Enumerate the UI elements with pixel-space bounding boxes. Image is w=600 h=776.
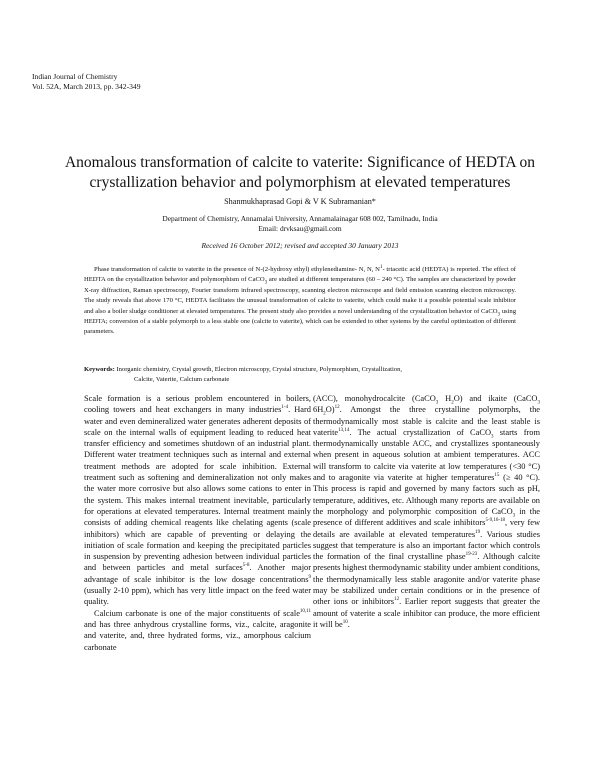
title-line-2: crystallization behavior and polymorphism at elevated temperatures (89, 174, 511, 191)
body-text: . Although calcite presents highest thermodynamic stability under ambient conditions, the thermodynamically less stable aragonite and/or vaterite phase may be stabilized under certain conditions or in the presence of other ions or inhibitors (313, 552, 540, 607)
citation: 1-4 (281, 405, 289, 411)
subscript: 3 (491, 434, 494, 440)
paragraph (313, 393, 540, 630)
paragraph (84, 608, 311, 653)
citation: 12 (394, 597, 400, 603)
subscript: 3 (537, 400, 540, 406)
body-text: (ACC), monohydrocalcite (CaCO (313, 394, 436, 403)
body-column-left (84, 393, 311, 653)
journal-volume: Vol. 52A, March 2013, pp. 342-349 (32, 82, 141, 91)
keywords-line-2: Calcite, Vaterite, Calcium carbonate (134, 376, 230, 384)
body-text: in the presence of different additives and scale inhibitors (313, 506, 541, 528)
citation: 9 (308, 574, 311, 580)
body-text: . (347, 619, 350, 629)
citation: 19 (475, 529, 481, 535)
paragraph (84, 393, 311, 608)
abstract (84, 265, 516, 338)
subscript: 2 (323, 411, 326, 417)
citation: 10,11 (299, 608, 311, 614)
title-line-1: Anomalous transformation of calcite to vaterite: Significance of HEDTA on (64, 154, 536, 171)
abstract-text: - triacetic acid (HEDTA) is reported. The effect of HEDTA on the crystallization behavior and polymorphism of CaCO (84, 266, 516, 284)
subscript: 3 (264, 280, 268, 286)
authors: Shanmukhaprasad Gopi & V K Subramanian* (224, 197, 376, 206)
citation: 15 (494, 473, 500, 479)
body-text: . Another major advantage of scale inhibitor is the low dosage concentrations (84, 563, 311, 584)
paper-title (40, 153, 560, 193)
body-text: (≥ 40 °C). This process is rapid and governed by many factors such as pH, temperature, additives, etc. Although many reports are available on the morphology and polymorphic composition of CaCO (313, 473, 540, 516)
body-text: O) and ikaite (CaCO (453, 394, 538, 403)
citation: 5-8 (242, 563, 250, 569)
body-text: H (438, 394, 452, 403)
body-text: . Hard water and even demineralized water generates adherent deposits of scale on the internal walls of equipment leading to reduced heat transfer efficiency and sometimes shutdown of an industrial plant. Different water treatment techniques such as internal and external treatment methods are adopted for scale inhibition. External treatment such as softening and demineralization not only makes the water more corrosive but also allows some cations to enter in the system. This makes internal treatment inevitable, particularly for operations at elevated temperatures. Internal treatment mainly consists of adding chemical reagents like chelating agents (scale inhibitors) which are capable of preventing or delaying the initiation of scale formation and keeping the precipitated particles in suspension by preventing adhesion between individual particles and between particles and metal surfaces (84, 405, 311, 573)
body-text: . Various studies suggest that temperature is also an important factor which controls the formation of the final crystalline phase (313, 529, 540, 562)
subscript: 3 (435, 400, 439, 406)
citation: 19-23 (465, 552, 478, 558)
body-text: 6H (313, 405, 324, 415)
affiliation: Department of Chemistry, Annamalai University, Annamalainagar 608 002, Tamilnadu, India (162, 214, 438, 223)
abstract-text: using HEDTA; conversion of a stable polymorph to a less stable one (calcite to vaterite), which can be extended to other systems by the careful optimization of different parameters. (84, 307, 516, 336)
affiliation-block (40, 214, 560, 234)
body-text: O) (325, 405, 335, 415)
abstract-text: Phase transformation of calcite to vaterite in the presence of N-(2-hydroxy ethyl) ethylenediamine- N, N, N (94, 266, 380, 273)
body-text: starts from thermodynamically unstable ACC, and crystallizes spontaneously when present in aqueous solution at ambient temperatures. ACC will transform to calcite via vaterite at low temperatures (<30 °C) and to aragonite via vaterite at higher temperatures (313, 427, 540, 483)
subscript: 3 (497, 311, 500, 317)
body-text: . Earlier report suggests that greater the amount of vaterite a scale inhibitor can produce, the more efficient it will be (313, 597, 540, 629)
body-text: (usually 2-10 ppm), which has very little impact on the feed water quality. (84, 586, 311, 607)
citation: 5-9,16-18 (485, 518, 506, 524)
subscript: 3 (512, 513, 516, 519)
body-column-right (313, 393, 540, 630)
body-text: and has three anhydrous crystalline forms, viz., calcite, aragonite and vaterite, and, three hydrated forms, viz., amorphous calcium carbonate (84, 619, 311, 652)
body-text: , very few details are available at elevated temperatures (313, 518, 540, 539)
received-dates: Received 16 October 2012; revised and accepted 30 January 2013 (201, 241, 399, 250)
keywords-label: Keywords: (84, 366, 115, 373)
citation: 13,14 (338, 428, 350, 434)
journal-header (32, 72, 141, 92)
body-text: Scale formation is a serious problem encountered in boilers, cooling towers and heat exchangers in many industries (84, 394, 311, 415)
abstract-text: are studied at different temperatures (60 – 240 °C). The samples are characterized by powder X-ray diffraction, Raman spectroscopy, Fourier transform infrared spectroscopy, scanning electron microscope and field emission scanning electron microscopy. The study reveals that above 170 °C, HEDTA facilitates the unusual transformation of calcite to vaterite, which could make it a possible potential scale inhibitor and also a boiler sludge conditioner at elevated temperatures. The present study also provides a novel understanding of the crystallization behavior of CaCO (84, 276, 516, 315)
body-text: Calcium carbonate is one of the major constituents of scale (94, 608, 300, 618)
citation: 12 (334, 405, 340, 411)
journal-name: Indian Journal of Chemistry (32, 72, 118, 81)
citation: 10 (342, 620, 348, 626)
body-text: . The actual crystallization of CaCO (349, 427, 491, 437)
keywords-line-1: Inorganic chemistry, Crystal growth, Electron microscopy, Crystal structure, Polymorphism, Crystallization, (114, 366, 403, 373)
body-text: . Amongst the three crystalline polymorphs, the thermodynamically most stable is calcite and the least stable is vaterite (313, 405, 540, 437)
superscript: 1 (379, 264, 383, 270)
email: Email: drvksau@gmail.com (258, 224, 342, 233)
keywords (84, 365, 516, 386)
subscript: 2 (451, 400, 454, 406)
